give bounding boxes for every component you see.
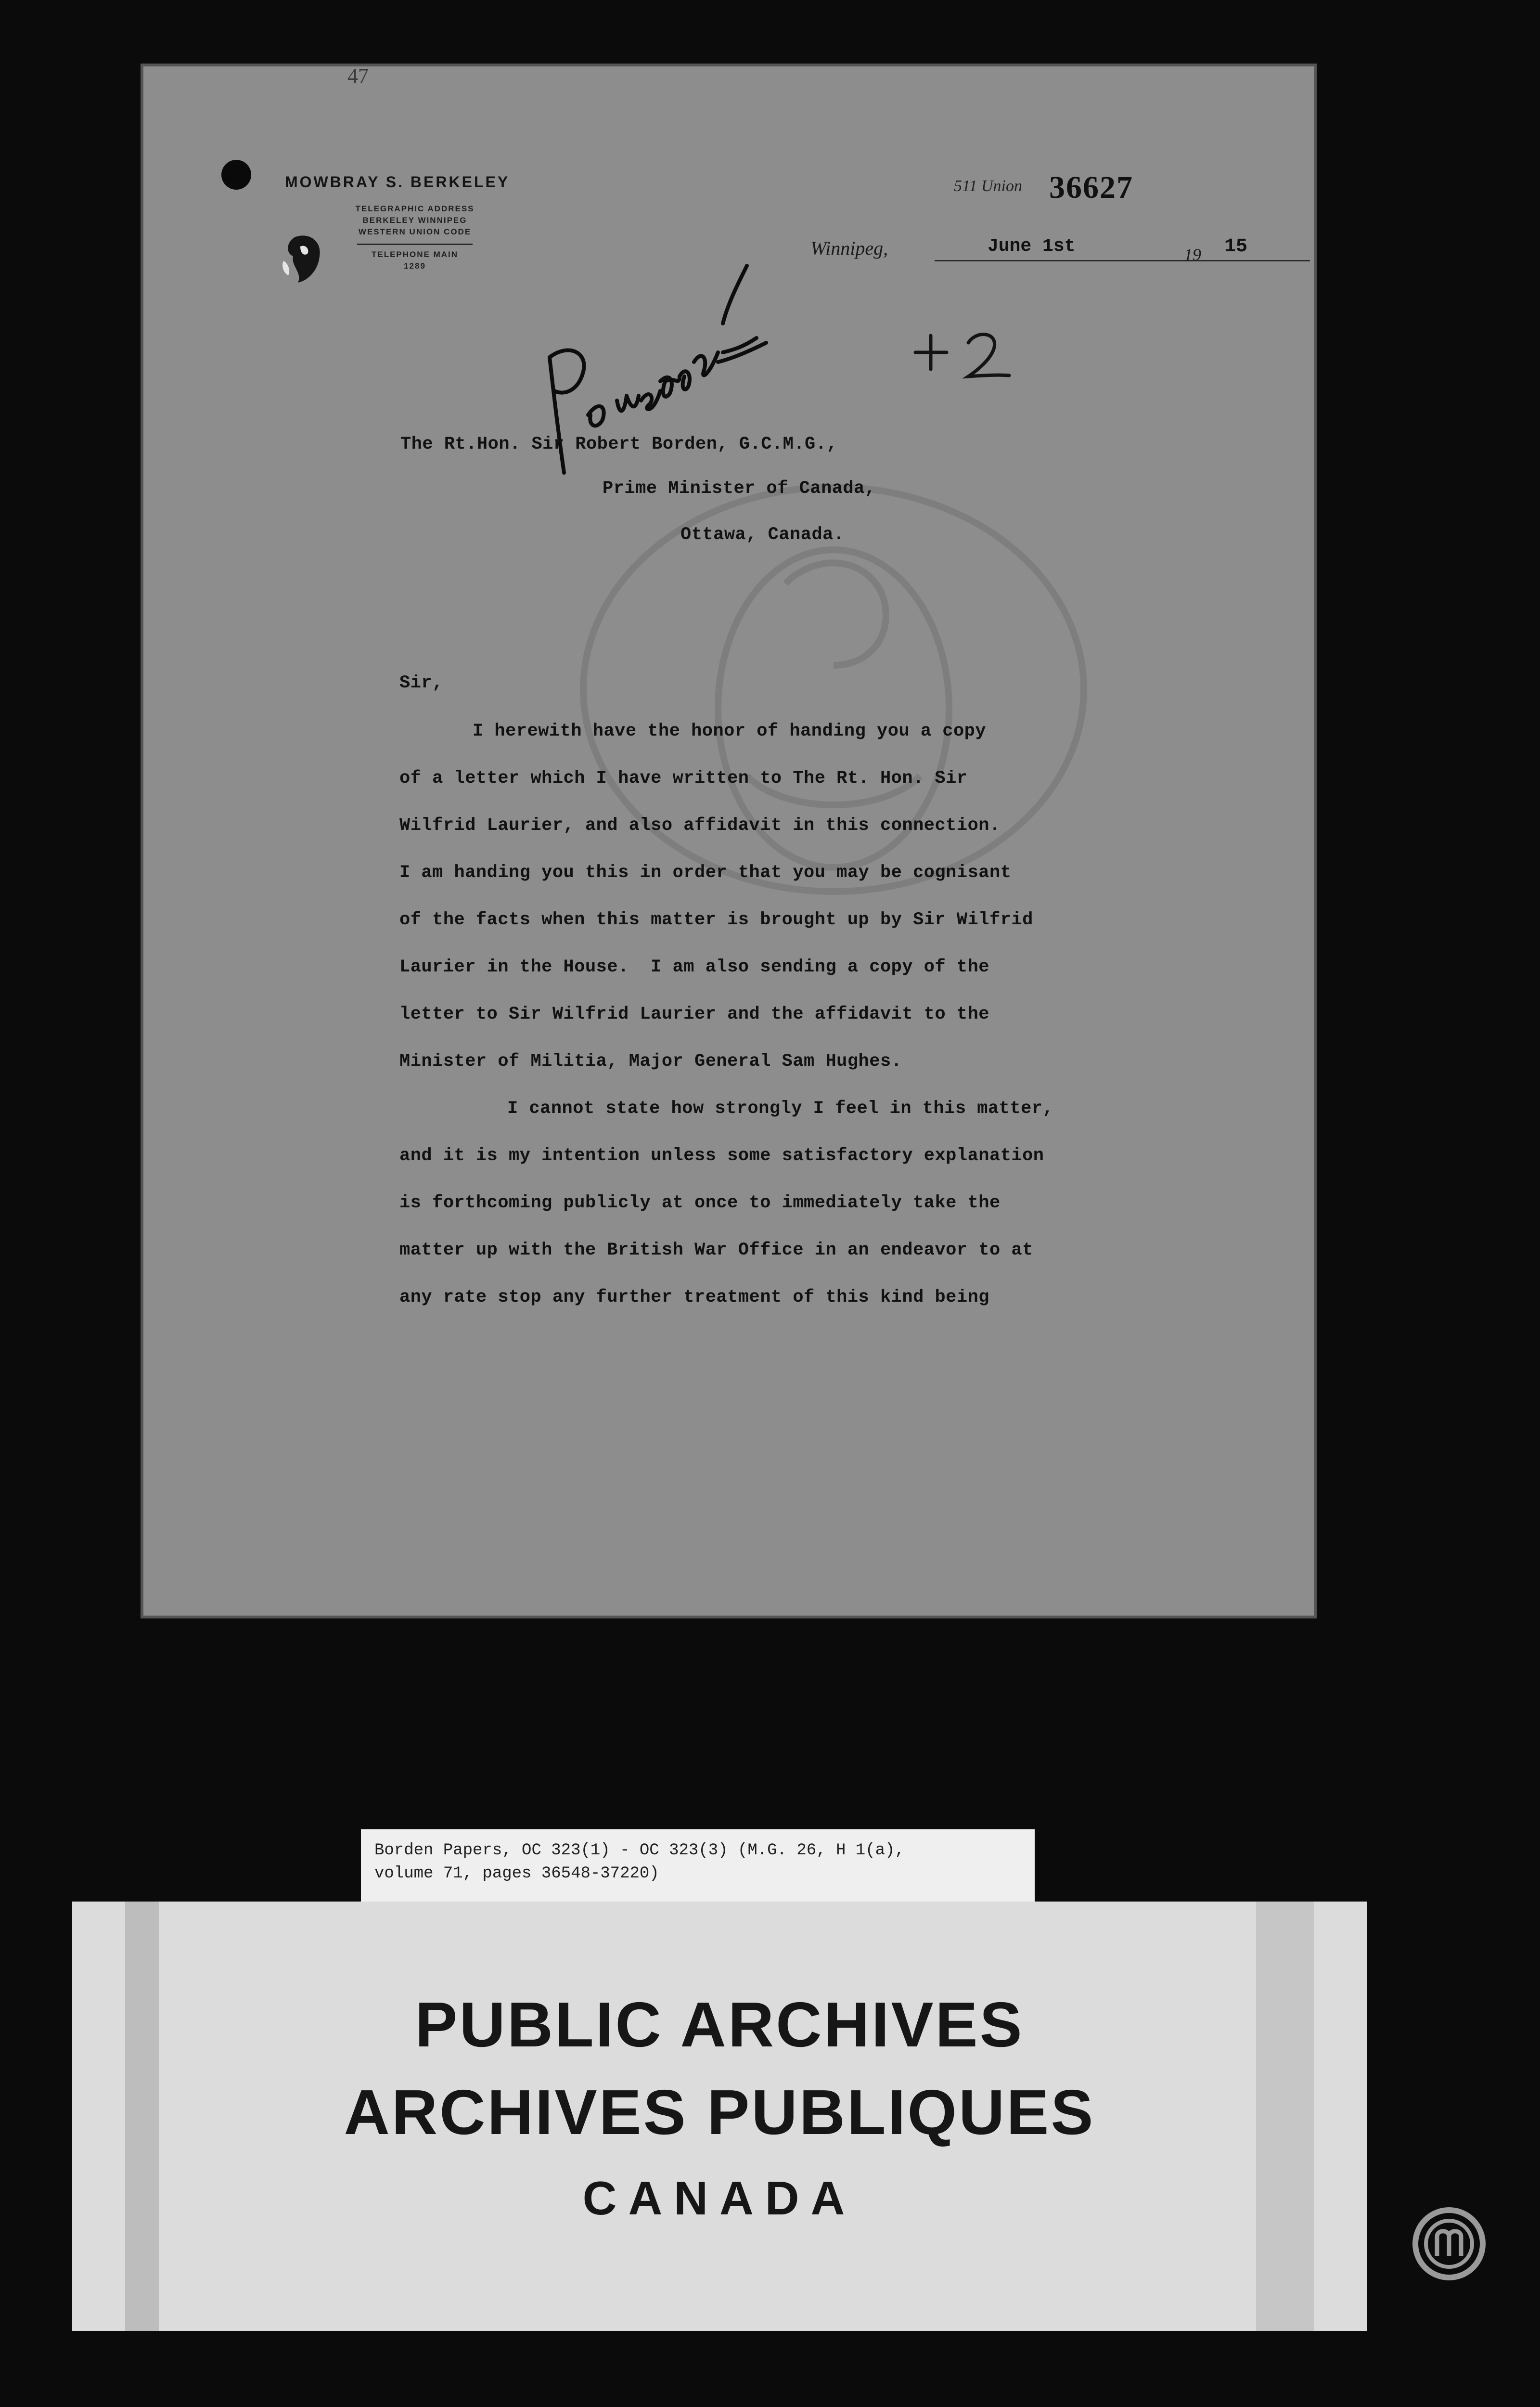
salutation: Sir, (399, 673, 443, 693)
archive-title-french: ARCHIVES PUBLIQUES (344, 2077, 1095, 2148)
body-line: is forthcoming publicly at once to immediately take the (399, 1193, 1001, 1213)
body-line: letter to Sir Wilfrid Laurier and the affidavit to the (399, 1004, 989, 1024)
microfilm-caption (361, 1829, 1035, 1902)
date-year: 15 (1224, 236, 1248, 258)
address-line-1: The Rt.Hon. Sir Robert Borden, G.C.M.G., (400, 434, 838, 454)
document-number: 36627 (1049, 170, 1133, 205)
corner-pencil-mark: 47 (347, 64, 369, 88)
telegraphic-address-label: TELEGRAPHIC ADDRESS (355, 204, 475, 213)
body-line: and it is my intention unless some satisfactory explanation (399, 1146, 1044, 1166)
body-line: I cannot state how strongly I feel in this matter, (507, 1099, 1054, 1119)
archive-country: CANADA (582, 2172, 857, 2225)
body-line: any rate stop any further treatment of this kind being (399, 1287, 989, 1307)
caption-line-1: Borden Papers, OC 323(1) - OC 323(3) (M.G. 26, H 1(a), (374, 1841, 905, 1860)
date-century: 19 (1184, 245, 1201, 264)
date-city: Winnipeg, (810, 237, 888, 259)
address-line-2: Prime Minister of Canada, (603, 479, 876, 499)
archive-title-english: PUBLIC ARCHIVES (415, 1989, 1024, 2060)
body-line: Laurier in the House. I am also sending a copy of the (399, 957, 989, 977)
handwritten-mark-plus-two (906, 314, 1021, 391)
body-line: of the facts when this matter is brought up by Sir Wilfrid (399, 910, 1033, 930)
archive-card (72, 1902, 1367, 2331)
body-line: Minister of Militia, Major General Sam Hughes. (399, 1051, 902, 1072)
telephone-number: 1289 (404, 261, 426, 271)
body-line: Wilfrid Laurier, and also affidavit in this connection. (399, 815, 1001, 836)
telegraphic-code: WESTERN UNION CODE (358, 227, 472, 236)
letterhead-contact (323, 203, 506, 272)
letterhead-emblem-icon (276, 227, 339, 290)
telephone-label: TELEPHONE MAIN (371, 250, 459, 259)
date-day-month: June 1st (988, 236, 1076, 257)
letterhead-name: MOWBRAY S. BERKELEY (285, 173, 510, 191)
caption-line-2: volume 71, pages 36548-37220) (374, 1864, 659, 1883)
body-line: matter up with the British War Office in an endeavor to at (399, 1240, 1033, 1260)
letterhead-rule (357, 244, 473, 245)
address-line-3: Ottawa, Canada. (680, 525, 845, 545)
body-line: I herewith have the honor of handing you a copy (473, 721, 987, 741)
body-line: I am handing you this in order that you may be cognisant (399, 863, 1012, 883)
telegraphic-address-value: BERKELEY WINNIPEG (362, 216, 467, 225)
union-label: 511 Union (954, 177, 1022, 195)
body-line: of a letter which I have written to The Rt. Hon. Sir (399, 768, 968, 789)
punch-hole (221, 160, 251, 190)
letter-page (141, 64, 1317, 1618)
date-underline (935, 260, 1310, 261)
archive-seal-icon (1408, 2203, 1490, 2285)
